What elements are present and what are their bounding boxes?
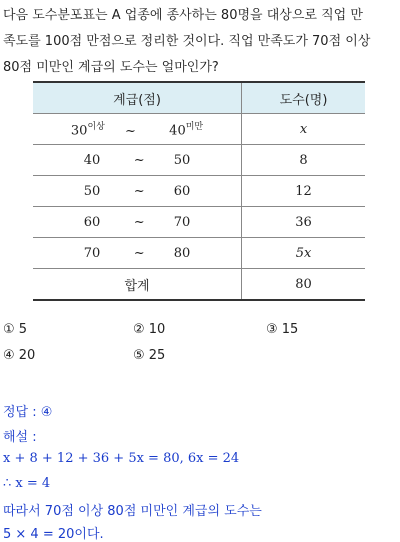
question-line-2: 족도를 100점 만점으로 정리한 것이다. 직업 만족도가 70점 이상	[3, 34, 371, 49]
table-header-row	[33, 82, 365, 114]
tilde: ~	[125, 123, 136, 139]
answer-correct: 정답 : ④	[3, 405, 53, 420]
option-4[interactable]: ④ 20	[3, 348, 36, 363]
class-cell	[33, 176, 242, 207]
class-from: 70	[83, 245, 101, 261]
table-row	[33, 114, 365, 145]
frequency-cell: 5x	[242, 238, 366, 269]
explanation-final: 5 × 4 = 20이다.	[3, 527, 104, 542]
class-from: 50	[83, 183, 101, 199]
tilde: ~	[133, 214, 145, 230]
option-2[interactable]: ② 10	[133, 322, 166, 337]
option-5[interactable]: ⑤ 25	[133, 348, 166, 363]
tilde: ~	[133, 183, 145, 199]
explanation-equation-2: ∴ x = 4	[3, 476, 51, 491]
question-line-3: 80점 미만인 계급의 도수는 얼마인가?	[3, 60, 219, 75]
class-to-suffix: 미만	[185, 122, 204, 133]
class-cell	[33, 238, 242, 269]
tilde: ~	[133, 152, 145, 168]
class-to: 60	[173, 183, 191, 199]
question-text	[3, 3, 397, 81]
class-from: 60	[83, 214, 101, 230]
class-cell	[33, 114, 242, 145]
tilde: ~	[133, 245, 145, 261]
class-from-suffix: 이상	[87, 122, 105, 133]
explanation-conclusion: 따라서 70점 이상 80점 미만인 계급의 도수는	[3, 504, 262, 519]
table-row	[33, 207, 365, 238]
table-total-row	[33, 269, 365, 301]
frequency-cell: 36	[242, 207, 366, 238]
class-from: 30	[70, 123, 88, 139]
explanation-label: 해설 :	[3, 430, 37, 445]
class-to: 50	[173, 152, 191, 168]
class-from: 40	[83, 152, 101, 168]
header-class: 계급(점)	[33, 82, 242, 114]
class-cell	[33, 207, 242, 238]
table-row	[33, 176, 365, 207]
option-1[interactable]: ① 5	[3, 322, 28, 337]
total-label: 합계	[33, 269, 242, 301]
total-value: 80	[242, 269, 366, 301]
table-row	[33, 145, 365, 176]
header-frequency: 도수(명)	[242, 82, 366, 114]
frequency-table	[33, 81, 365, 301]
frequency-cell: x	[242, 114, 366, 145]
class-cell	[33, 145, 242, 176]
table-row	[33, 238, 365, 269]
option-3[interactable]: ③ 15	[266, 322, 299, 337]
class-to: 40	[169, 123, 186, 139]
frequency-cell: 12	[242, 176, 366, 207]
class-to: 70	[173, 214, 191, 230]
explanation-equation-1: x + 8 + 12 + 36 + 5x = 80, 6x = 24	[3, 451, 240, 466]
class-to: 80	[173, 245, 191, 261]
question-line-1: 다음 도수분포표는 A 업종에 종사하는 80명을 대상으로 직업 만	[3, 8, 363, 23]
frequency-cell: 8	[242, 145, 366, 176]
